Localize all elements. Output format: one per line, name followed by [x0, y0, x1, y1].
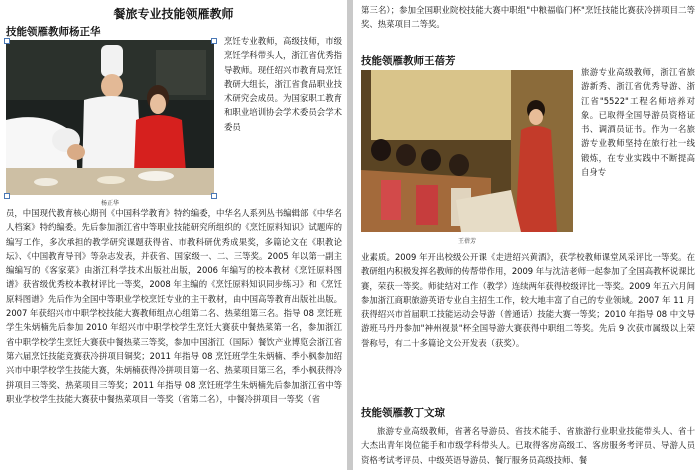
- left-page: [0, 0, 347, 470]
- side-paragraph-yang: 烹饪专业教师，高级技师，市级烹饪学科带头人，浙江省优秀指导教师。现任绍兴市教育局烹饪教研大组长，浙江省食品职业技术研究会成员。为国家职工教育和职业培训协会学术委员会学术委员: [224, 36, 342, 132]
- section-heading-wang: 技能领雁教师王蓓芳: [361, 55, 456, 67]
- right-page: [353, 0, 700, 470]
- photo-wang-beifang[interactable]: [361, 70, 573, 232]
- section-heading-ding: 技能领雁教丁文琼: [361, 407, 445, 419]
- body-paragraph-wang: 业素质。2009 年开出校级公开课《走进绍兴黄酒》，获学校教师课堂风采评比一等奖。在教研组内积极发挥名教师的传帮带作用，2009 年与沈洁老师一起参加了全国高教杯说课比赛，荣获一等奖。师徒结对工作（教学）连续两年获得校级评比一等奖。2009 年五六月间参加浙江商职旅游英语专业自主招生工作，较大地丰富了自己的专业领域。2007 年 11 月获得绍兴市首届职工技能运动会导游（普通话）技能大赛一等奖；2010 年指导 08 中文导游班马丹丹参加"神州视景"杯全国导游大赛获得中职组二等奖。先后 9 次获市属级以上荣誉称号，有二十多篇论文公开发表（获奖）。: [361, 252, 695, 348]
- photo-yang-zhenghua[interactable]: [6, 40, 214, 195]
- page-title: 餐旅专业技能领雁教师: [113, 7, 234, 21]
- section-heading-yang: 技能领雁教师杨正华: [6, 26, 101, 38]
- body-paragraph-yang: 员，中国现代教育核心期刊《中国科学教育》特约编委，中华名人系列丛书编辑部《中华名人档案》特约编委。先后参加浙江省中等职业技能研究所组织的《烹饪原料知识》试题库的编写工作，多次承担的教学研究课题获得省、市教科研优秀成果奖，多篇论文在《职教论坛》、《中国教育导刊》等杂志发表，并获省、国家级一、二、三等奖。2005 年以第一副主编编写的《客家菜》由浙江科学技术出版社出版，2006 年编写的校本教材《烹饪原料图谱》获省级优秀校本教材评比一等奖，2008 年主编的《烹饪原料知识同步练习》和《烹饪原料图谱》先后作为全国中等职业学校烹饪专业的主干教材，由中国高等教育出版社出版。2007 年获绍兴市中职学校技能大赛教师组点心组第二名、热菜组第三名。指导 08 烹饪班学生朱炳楠先后参加 2010 年绍兴市中职学校学生烹饪大赛获中餐热菜第一名，参加浙江省中职学校学生烹饪大赛获中餐热菜三等奖，参加中国浙江（国际）餐饮产业博览会浙江省第六届烹饪技能竞赛获冷拼项目铜奖；2011 年指导 08 烹饪班学生朱炳楠、季小枫参加绍兴市中职学校学生技能大赛，朱炳楠获得冷拼项目第一名、热菜项目第三名，季小枫获得冷拼项目三等奖、热菜项目三等奖；2011 年指导 08 烹饪班学生朱炳楠先后参加浙江省中等职业学校学生技能大赛获中餐热菜项目一等奖（省第二名），中餐冷拼项目一等奖（省: [6, 208, 342, 404]
- body-paragraph-ding: 旅游专业高级教师，省著名导游员、省技术能手、省旅游行业职业技能带头人、省十大杰出青年岗位能手和市级学科带头人。已取得客房高级工、客房服务考评员、导游人员资格考试考评员、中级英语导游员、餐厅服务员高级技师、餐: [361, 426, 695, 465]
- side-paragraph-wang: 旅游专业高级教师，浙江省旅游新秀、浙江省优秀导游、浙江省"5522"工程名师培养对象。已取得全国导游员资格证书、调酒员证书。作为一名旅游专业教师坚持在旅行社一线锻炼，在专业实践中不断提高自身专: [581, 67, 695, 178]
- photo-caption-yang: 杨正华: [100, 200, 119, 207]
- photo-caption-wang: 王蓓芳: [457, 238, 476, 245]
- top-paragraph-continued: 第三名）；参加全国职业院校技能大赛中职组"中粮福临门杯"烹饪技能比赛获冷拼项目二等奖、热菜项目二等奖。: [361, 5, 695, 30]
